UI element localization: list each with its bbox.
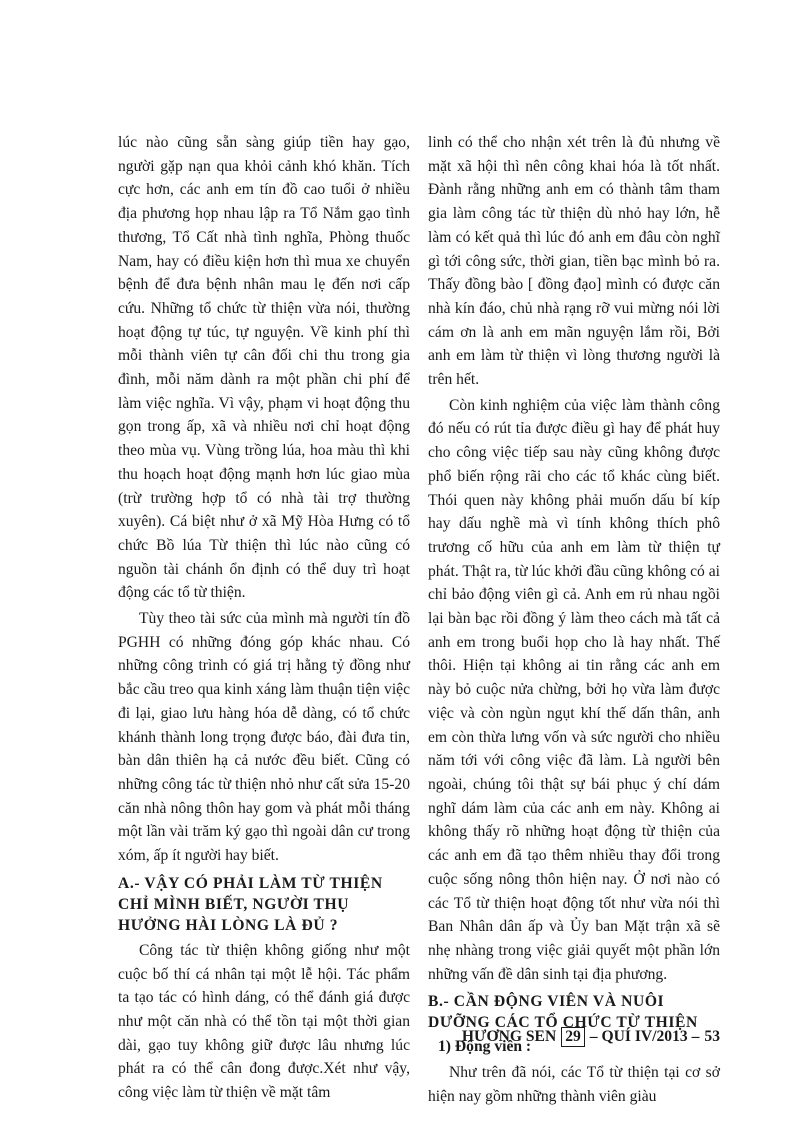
heading-line: HƯỞNG HÀI LÒNG LÀ ĐỦ ? [118, 916, 339, 934]
paragraph: Như trên đã nói, các Tổ từ thiện tại cơ sở hiện nay gồm những thành viên giàu [428, 1064, 720, 1106]
heading-line: DƯỠNG CÁC TỔ CHỨC TỪ THIỆN [428, 1014, 698, 1032]
paragraph: linh có thể cho nhận xét trên là đủ nhưng về mặt xã hội thì nên công khai hóa là tốt nhất. Đành rằng những anh em có thành tâm tham gia làm công tác từ thiện dù nhỏ hay lớn, hễ làm có kết quả thì lúc đó anh em đâu còn nghĩ gì tới công sức, thời gian, tiền bạc mình bỏ ra. Thấy đồng bào [ đồng đạo] mình có được căn nhà kín đáo, chủ nhà rạng rỡ vui mừng nói lời cám ơn là anh em mãn nguyện lắm rồi, Bởi anh em làm từ thiện vì lòng thương người là trên hết. [428, 134, 720, 389]
issue-period: – QUÍ IV/2013 – [589, 1028, 700, 1045]
left-column [118, 131, 410, 1105]
heading-line: CHỈ MÌNH BIẾT, NGƯỜI THỤ [118, 895, 350, 913]
subheading-text: 1) Động viên : [438, 1038, 532, 1056]
paragraph: Tùy theo tài sức của mình mà người tín đồ PGHH có những đóng góp khác nhau. Có những công trình có giá trị hằng tỷ đồng như bắc cầu treo qua kinh xáng làm thuận tiện việc đi lại, giao lưu hàng hóa dễ dàng, có tổ chức khánh thành long trọng được báo, đài đưa tin, bàn dân thiên hạ cả nước đều biết. Cũng có những công tác từ thiện nhỏ như cất sửa 15-20 căn nhà nông thôn hay gom và phát mỗi tháng một lần vài trăm ký gạo thì ngoài dân cư trong xóm, ấp ít người hay biết. [118, 610, 410, 865]
magazine-title: HƯƠNG SEN [461, 1028, 557, 1045]
paragraph: Công tác từ thiện không giống như một cuộc bố thí cá nhân tại một lễ hội. Tác phẩm ta tạo tác có hình dáng, có thể đánh giá được như một căn nhà có thể tồn tại một thời gian dài, gạo tuy không giữ được lâu nhưng lúc phát ra có thể cân đong được.Xét như vậy, công việc làm từ thiện về mặt tâm [118, 941, 410, 1102]
paragraph: Còn kinh nghiệm của việc làm thành công đó nếu có rút tỉa được điều gì hay để phát huy cho công việc tiếp sau này cũng không được phổ biến rộng rãi cho các tổ khác cùng biết. Thói quen này không phải muốn dấu bí kíp hay dấu nghề mà vì tính không thích phô trương cố hữu của anh em làm từ thiện tự phát. Thật ra, từ lúc khởi đầu cũng không có ai chỉ bảo động viên gì cả. Anh em rủ nhau ngồi lại bàn bạc rồi đồng ý làm theo cách mà tất cả anh em trong buổi họp cho là hay nhất. Thế thôi. Hiện tại không ai tin rằng các anh em này bỏ cuộc nửa chừng, bởi họ vừa làm được việc và còn ngùn ngụt khí thế dấn thân, anh em còn thừa lưng vốn và sức người cho nhiều năm tới với công việc đã làm. Là người bên ngoài, chúng tôi thật sự bái phục ý chí dám nghĩ dám làm của các anh em này. Không ai không thấy rõ những hoạt động từ thiện của các anh em đã tạo thêm nhiều thay đổi trong cuộc sống nông thôn hiện nay. Ở nơi nào có các Tổ từ thiện hoạt động tốt như vừa nói thì Ban Nhân dân ấp và Ủy ban Mặt trận xã sẽ nhẹ nhàng trong việc giải quyết một phần lớn những vấn đề dân sinh tại địa phương. [428, 396, 720, 983]
right-column [428, 131, 720, 1109]
section-heading-a [118, 873, 410, 936]
page-footer [428, 1025, 720, 1049]
heading-line: A.- VẬY CÓ PHẢI LÀM TỪ THIỆN [118, 874, 383, 892]
page-number: 53 [704, 1028, 720, 1045]
paragraph: lúc nào cũng sẵn sàng giúp tiền hay gạo, người gặp nạn qua khỏi cảnh khó khăn. Tích cực hơn, các anh em tín đồ cao tuổi ở nhiều địa phương họp nhau lập ra Tổ Nắm gạo tình thương, Tổ Cất nhà tình nghĩa, Phòng thuốc Nam, hay có điều kiện hơn thì mua xe chuyển bệnh để đưa bệnh nhân mau lẹ đến nơi cấp cứu. Những tổ chức từ thiện vừa nói, thường hoạt động tự túc, tự nguyện. Về kinh phí thì mỗi thành viên tự cân đối chi thu trong gia đình, mỗi năm dành ra một phần chi phí để làm việc nghĩa. Vì vậy, phạm vi hoạt động thu gọn trong ấp, xã và nhiều nơi chỉ hoạt động theo mùa vụ. Vùng trồng lúa, hoa màu thì khi thu hoạch hoạt động mạnh hơn lúc giao mùa (trừ trường hợp tổ có nhà tài trợ thường xuyên). Cá biệt như ở xã Mỹ Hòa Hưng có tổ chức Bồ lúa Từ thiện thì lúc nào cũng có nguồn tài chánh ổn định có thể duy trì hoạt động các tổ từ thiện. [118, 134, 410, 602]
heading-line: B.- CẦN ĐỘNG VIÊN VÀ NUÔI [428, 993, 665, 1011]
issue-number-box: 29 [561, 1027, 585, 1047]
